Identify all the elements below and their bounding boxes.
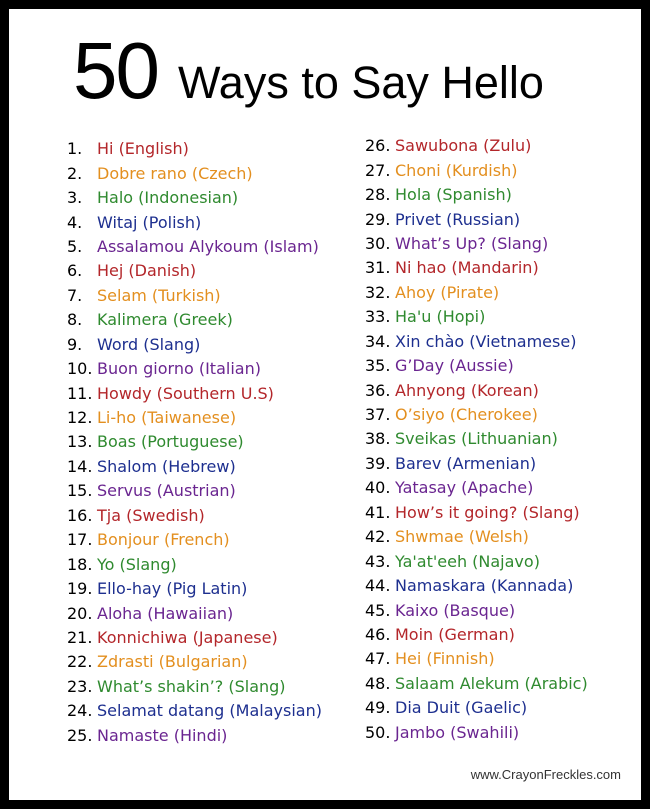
item-greeting: Howdy (Southern U.S): [97, 383, 274, 403]
item-greeting: Salaam Alekum (Arabic): [395, 673, 588, 693]
item-greeting: Xin chào (Vietnamese): [395, 331, 577, 351]
item-number: 39.: [365, 453, 391, 473]
item-number: 20.: [67, 603, 93, 623]
list-item: [67, 357, 322, 381]
right-column-list: [365, 134, 588, 745]
list-item: [67, 699, 322, 723]
list-item: [67, 308, 322, 332]
item-number: 36.: [365, 380, 391, 400]
item-number: 1.: [67, 139, 83, 159]
item-number: 12.: [67, 408, 93, 428]
list-item: [67, 381, 322, 405]
item-greeting: Ya'at'eeh (Najavo): [395, 551, 540, 571]
item-greeting: Dia Duit (Gaelic): [395, 698, 528, 718]
item-number: 42.: [365, 527, 391, 547]
item-greeting: Konnichiwa (Japanese): [97, 627, 278, 647]
item-number: 47.: [365, 649, 391, 669]
list-item: [365, 476, 588, 500]
item-greeting: Witaj (Polish): [97, 212, 202, 232]
page-title: [73, 26, 544, 115]
list-item: [365, 623, 588, 647]
item-greeting: What’s Up? (Slang): [395, 233, 549, 253]
item-greeting: Yo (Slang): [97, 554, 177, 574]
item-number: 44.: [365, 576, 391, 596]
list-item: [67, 724, 322, 748]
list-item: [365, 574, 588, 598]
list-item: [365, 330, 588, 354]
item-greeting: Ahoy (Pirate): [395, 282, 500, 302]
item-greeting: Li-ho (Taiwanese): [97, 408, 237, 428]
item-number: 30.: [365, 233, 391, 253]
item-number: 32.: [365, 282, 391, 302]
item-greeting: Servus (Austrian): [97, 481, 236, 501]
list-item: [365, 281, 588, 305]
item-number: 4.: [67, 212, 83, 232]
item-number: 13.: [67, 432, 93, 452]
list-item: [365, 696, 588, 720]
item-number: 18.: [67, 554, 93, 574]
list-item: [67, 650, 322, 674]
item-greeting: Ni hao (Mandarin): [395, 258, 539, 278]
item-greeting: Namaste (Hindi): [97, 725, 228, 745]
list-item: [365, 549, 588, 573]
list-item: [365, 158, 588, 182]
list-item: [365, 378, 588, 402]
list-item: [67, 406, 322, 430]
item-greeting: Selamat datang (Malaysian): [97, 701, 322, 721]
list-item: [67, 235, 322, 259]
list-item: [365, 598, 588, 622]
list-item: [365, 207, 588, 231]
item-number: 40.: [365, 478, 391, 498]
item-greeting: Jambo (Swahili): [395, 722, 520, 742]
item-number: 46.: [365, 624, 391, 644]
item-number: 2.: [67, 163, 83, 183]
item-greeting: Hola (Spanish): [395, 185, 512, 205]
item-greeting: Ha'u (Hopi): [395, 307, 486, 327]
list-item: [67, 161, 322, 185]
list-item: [365, 427, 588, 451]
item-number: 6.: [67, 261, 83, 281]
item-number: 17.: [67, 530, 93, 550]
list-item: [67, 577, 322, 601]
item-greeting: Ahnyong (Korean): [395, 380, 539, 400]
item-number: 9.: [67, 334, 83, 354]
item-greeting: Hei (Finnish): [395, 649, 495, 669]
list-item: [67, 626, 322, 650]
left-column-list: [67, 137, 322, 748]
item-number: 26.: [365, 136, 391, 156]
title-number: 50: [73, 26, 158, 115]
item-number: 16.: [67, 505, 93, 525]
list-item: [365, 232, 588, 256]
list-item: [365, 354, 588, 378]
item-number: 3.: [67, 188, 83, 208]
item-number: 7.: [67, 285, 83, 305]
item-greeting: Word (Slang): [97, 334, 201, 354]
list-item: [67, 455, 322, 479]
item-number: 35.: [365, 356, 391, 376]
item-greeting: Ello-hay (Pig Latin): [97, 579, 248, 599]
item-number: 49.: [365, 698, 391, 718]
list-item: [67, 601, 322, 625]
item-greeting: Sveikas (Lithuanian): [395, 429, 558, 449]
list-item: [67, 504, 322, 528]
list-item: [67, 210, 322, 234]
item-greeting: Barev (Armenian): [395, 453, 537, 473]
list-item: [67, 137, 322, 161]
item-greeting: Privet (Russian): [395, 209, 521, 229]
item-number: 19.: [67, 579, 93, 599]
item-number: 38.: [365, 429, 391, 449]
item-greeting: Hi (English): [97, 139, 189, 159]
item-number: 8.: [67, 310, 83, 330]
item-number: 21.: [67, 627, 93, 647]
item-greeting: What’s shakin’? (Slang): [97, 676, 286, 696]
item-number: 45.: [365, 600, 391, 620]
list-item: [365, 452, 588, 476]
item-number: 23.: [67, 676, 93, 696]
footer-website: www.CrayonFreckles.com: [470, 767, 621, 782]
list-item: [67, 552, 322, 576]
item-number: 11.: [67, 383, 93, 403]
item-greeting: Shalom (Hebrew): [97, 456, 236, 476]
item-number: 14.: [67, 456, 93, 476]
item-greeting: G’Day (Aussie): [395, 356, 514, 376]
item-number: 22.: [67, 652, 93, 672]
item-greeting: Halo (Indonesian): [97, 188, 239, 208]
item-greeting: Kaixo (Basque): [395, 600, 516, 620]
item-greeting: Aloha (Hawaiian): [97, 603, 234, 623]
list-item: [67, 675, 322, 699]
item-number: 5.: [67, 236, 83, 256]
item-number: 50.: [365, 722, 391, 742]
item-greeting: Namaskara (Kannada): [395, 576, 574, 596]
list-item: [67, 186, 322, 210]
item-number: 15.: [67, 481, 93, 501]
item-number: 37.: [365, 405, 391, 425]
item-greeting: Selam (Turkish): [97, 285, 221, 305]
item-number: 34.: [365, 331, 391, 351]
list-item: [365, 134, 588, 158]
item-greeting: Bonjour (French): [97, 530, 230, 550]
item-number: 25.: [67, 725, 93, 745]
item-greeting: Hej (Danish): [97, 261, 197, 281]
list-item: [365, 403, 588, 427]
item-number: 24.: [67, 701, 93, 721]
item-number: 28.: [365, 185, 391, 205]
item-greeting: How’s it going? (Slang): [395, 502, 580, 522]
list-item: [67, 479, 322, 503]
item-greeting: O’siyo (Cherokee): [395, 405, 538, 425]
list-item: [67, 430, 322, 454]
list-item: [365, 183, 588, 207]
item-greeting: Dobre rano (Czech): [97, 163, 253, 183]
list-item: [365, 305, 588, 329]
item-greeting: Moin (German): [395, 624, 515, 644]
item-greeting: Zdrasti (Bulgarian): [97, 652, 248, 672]
item-number: 31.: [365, 258, 391, 278]
item-number: 48.: [365, 673, 391, 693]
item-greeting: Sawubona (Zulu): [395, 136, 532, 156]
item-greeting: Assalamou Alykoum (Islam): [97, 236, 319, 256]
item-greeting: Choni (Kurdish): [395, 160, 518, 180]
list-item: [365, 256, 588, 280]
list-item: [67, 333, 322, 357]
list-item: [67, 284, 322, 308]
list-item: [365, 721, 588, 745]
list-item: [365, 647, 588, 671]
list-item: [365, 501, 588, 525]
item-greeting: Kalimera (Greek): [97, 310, 233, 330]
item-greeting: Tja (Swedish): [97, 505, 205, 525]
list-item: [67, 528, 322, 552]
list-item: [365, 525, 588, 549]
item-greeting: Buon giorno (Italian): [97, 359, 261, 379]
item-number: 43.: [365, 551, 391, 571]
item-greeting: Yatasay (Apache): [395, 478, 534, 498]
item-number: 10.: [67, 359, 93, 379]
list-item: [365, 672, 588, 696]
item-number: 41.: [365, 502, 391, 522]
item-number: 29.: [365, 209, 391, 229]
item-number: 27.: [365, 160, 391, 180]
list-item: [67, 259, 322, 283]
item-number: 33.: [365, 307, 391, 327]
item-greeting: Shwmae (Welsh): [395, 527, 529, 547]
item-greeting: Boas (Portuguese): [97, 432, 244, 452]
title-text: Ways to Say Hello: [177, 57, 544, 108]
